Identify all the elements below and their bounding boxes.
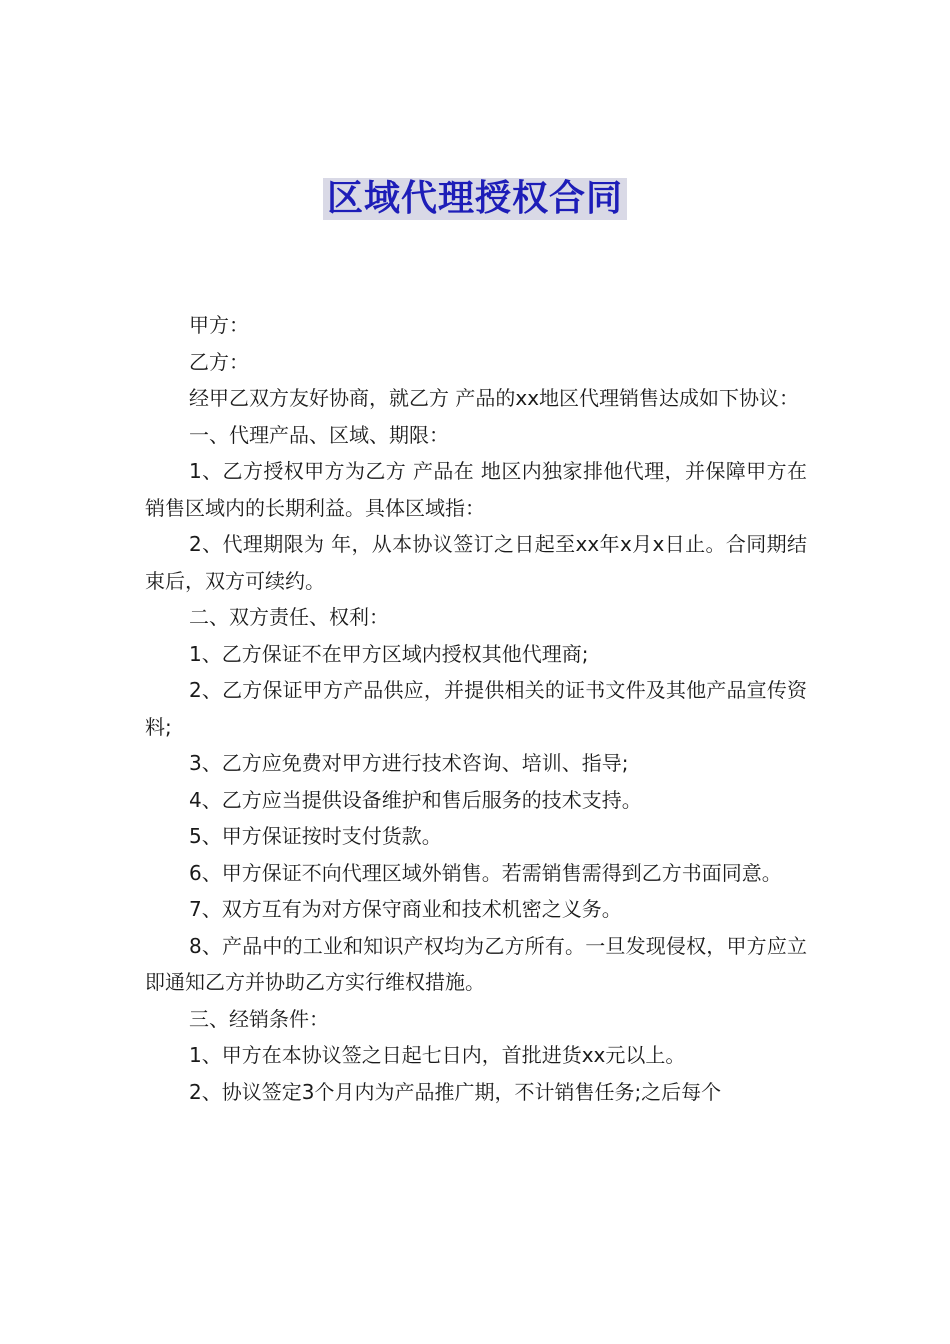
paragraph-clause: 1、乙方授权甲方为乙方 产品在 地区内独家排他代理，并保障甲方在销售区域内的长期利益。具体区域指： xyxy=(145,459,807,520)
paragraph-clause: 3、乙方应免费对甲方进行技术咨询、培训、指导; xyxy=(189,751,629,775)
paragraph-clause: 7、双方互有为对方保守商业和技术机密之义务。 xyxy=(189,897,622,921)
paragraph-clause: 2、代理期限为 年，从本协议签订之日起至xx年x月x日止。合同期结束后，双方可续约。 xyxy=(145,532,807,593)
document-title: 区域代理授权合同 xyxy=(323,178,627,220)
title-container xyxy=(0,178,950,220)
section-heading-3: 三、经销条件： xyxy=(189,1006,329,1031)
document-body xyxy=(145,307,807,1110)
paragraph-party-a: 甲方： xyxy=(189,313,249,337)
paragraph-clause: 4、乙方应当提供设备维护和售后服务的技术支持。 xyxy=(189,787,642,812)
paragraph-clause: 5、甲方保证按时支付货款。 xyxy=(189,824,442,848)
paragraph-preamble: 经甲乙双方友好协商，就乙方 产品的xx地区代理销售达成如下协议： xyxy=(189,386,800,410)
section-heading-2: 二、双方责任、权利： xyxy=(189,605,389,629)
paragraph-party-b: 乙方： xyxy=(189,349,249,374)
section-heading-1: 一、代理产品、区域、期限： xyxy=(189,422,449,447)
paragraph-clause: 6、甲方保证不向代理区域外销售。若需销售需得到乙方书面同意。 xyxy=(189,860,782,885)
paragraph-clause: 2、协议签定3个月内为产品推广期，不计销售任务;之后每个 xyxy=(189,1079,722,1104)
paragraph-clause: 2、乙方保证甲方产品供应，并提供相关的证书文件及其他产品宣传资料; xyxy=(145,678,807,739)
paragraph-clause: 1、甲方在本协议签之日起七日内，首批进货xx元以上。 xyxy=(189,1043,686,1067)
paragraph-clause: 1、乙方保证不在甲方区域内授权其他代理商; xyxy=(189,641,589,666)
paragraph-clause: 8、产品中的工业和知识产权均为乙方所有。一旦发现侵权，甲方应立即通知乙方并协助乙方实行维权措施。 xyxy=(145,933,807,994)
